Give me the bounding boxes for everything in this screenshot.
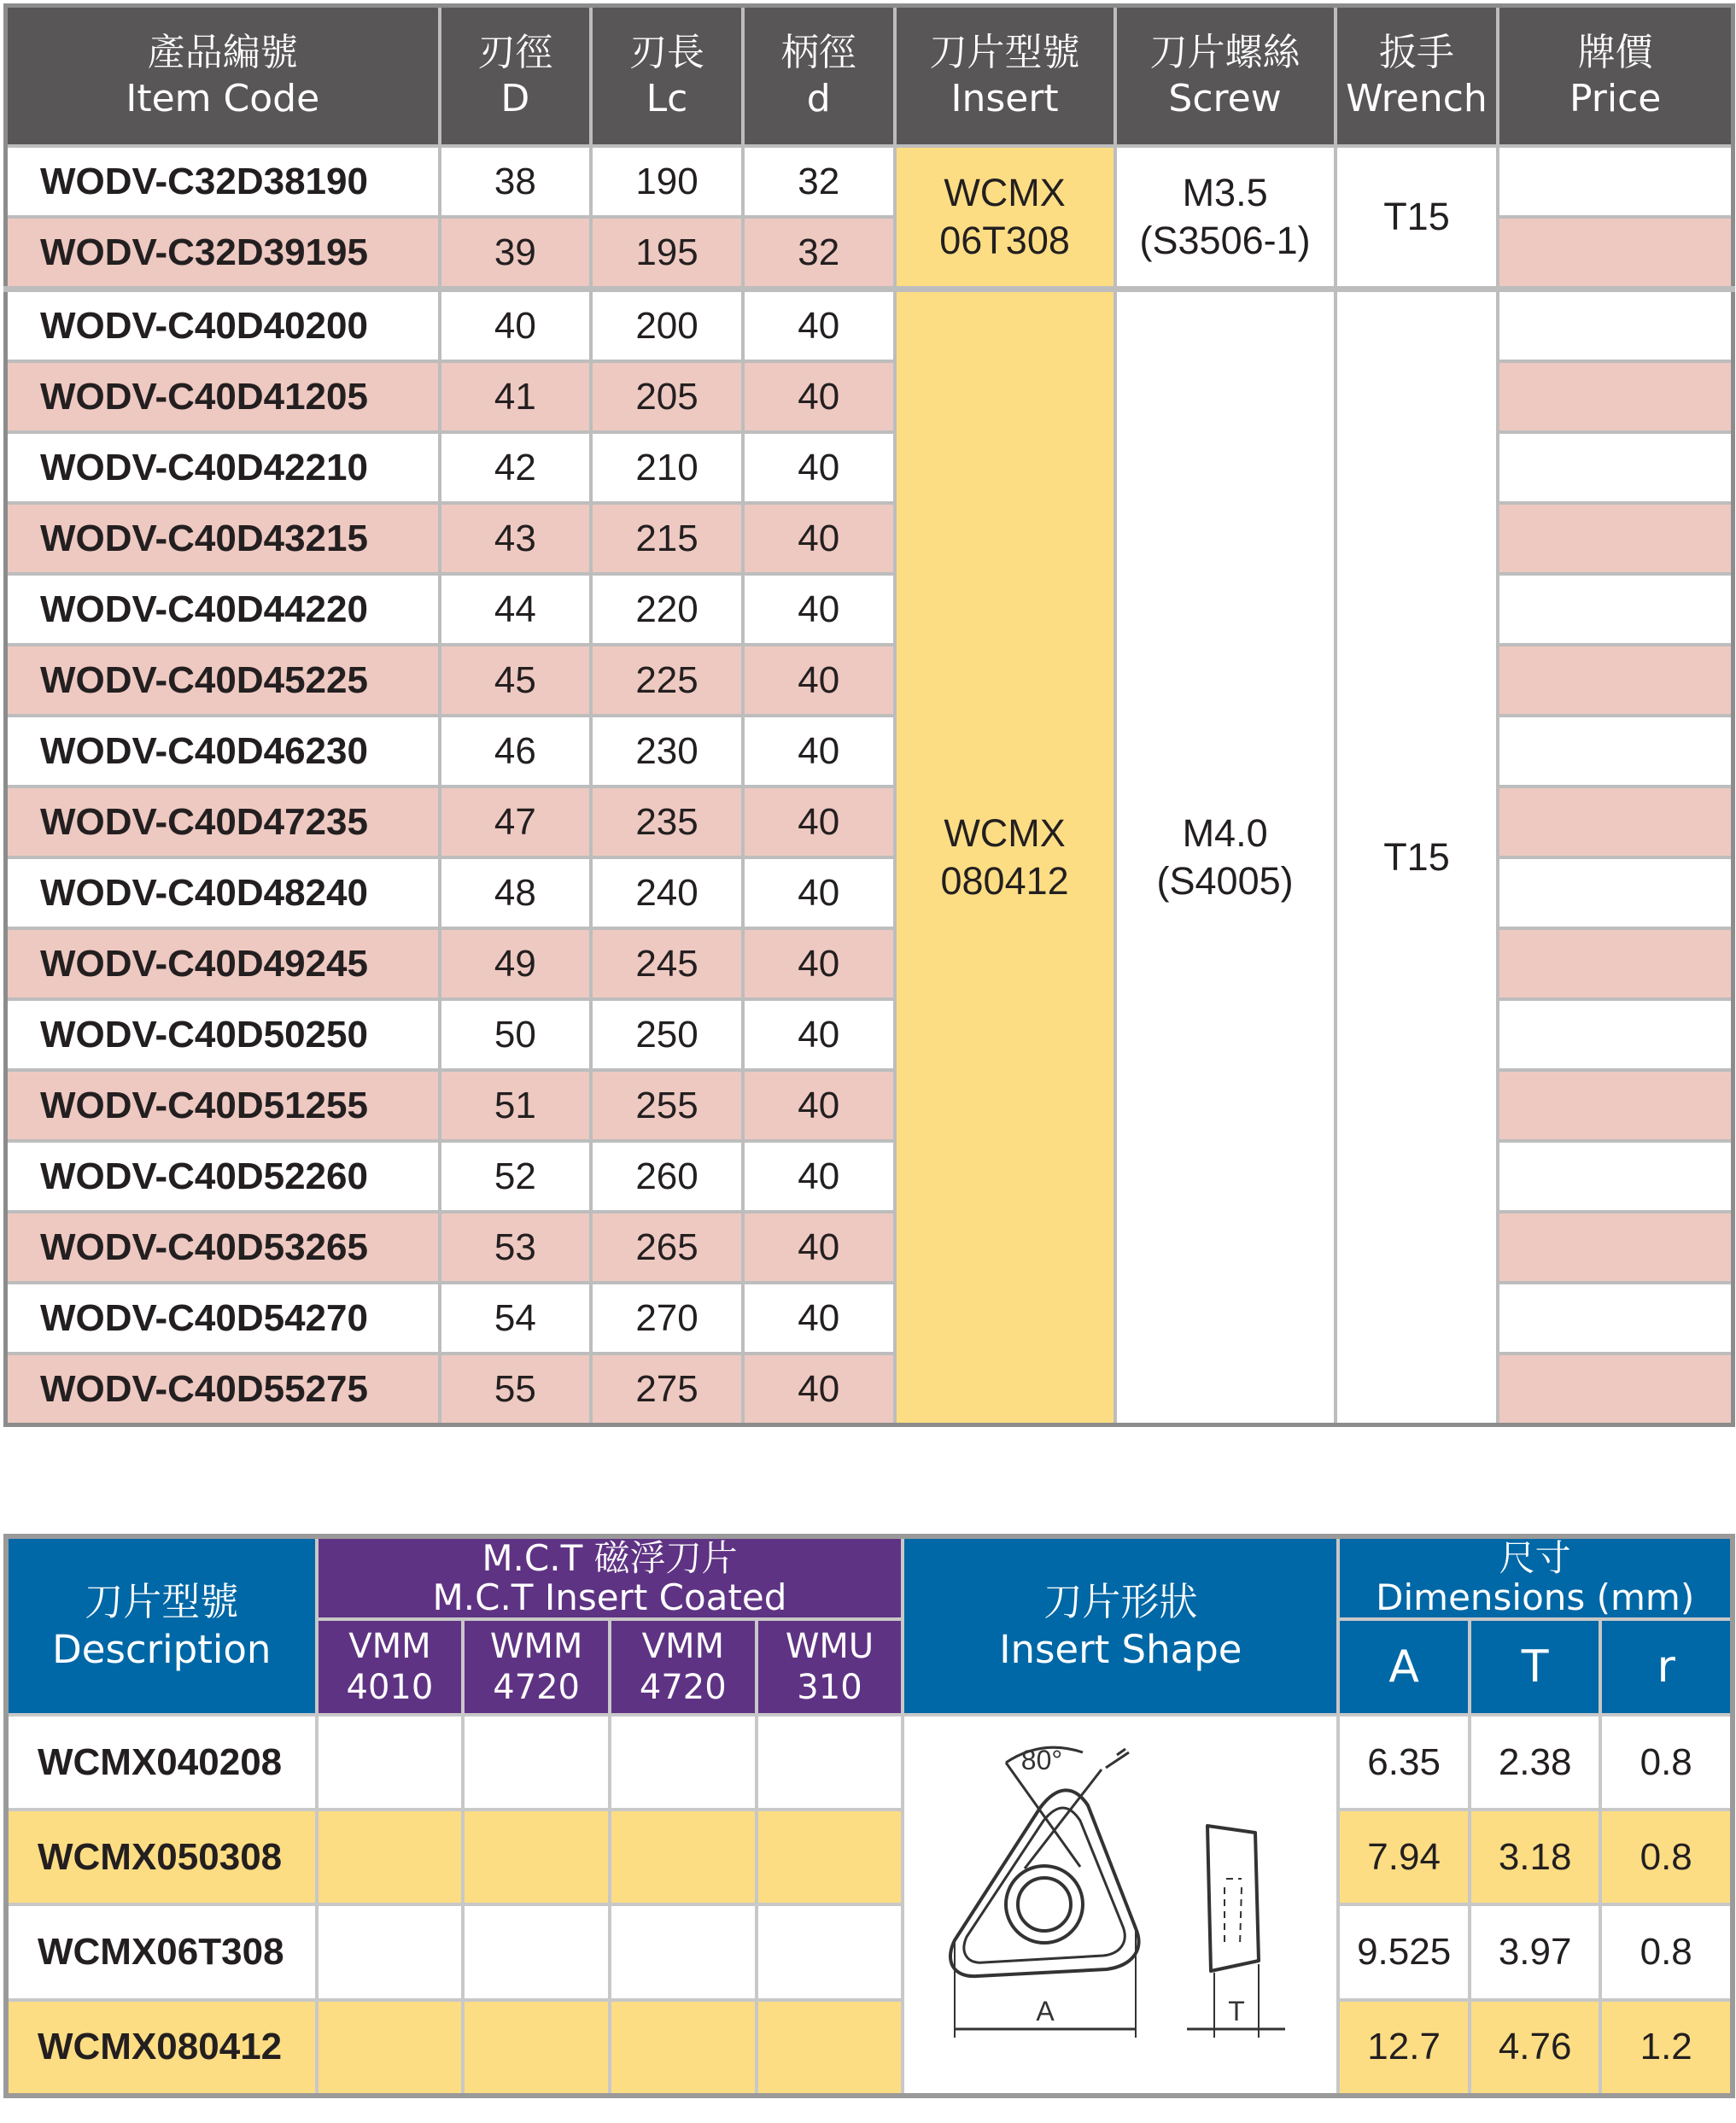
header-price: [1498, 6, 1733, 147]
header-en: M.C.T Insert Coated: [432, 1576, 787, 1618]
grade-cell: [463, 2000, 610, 2096]
dim-t-value: 3.97: [1470, 1904, 1601, 1999]
header-description: [6, 1536, 317, 1715]
shank-value: 40: [743, 857, 895, 928]
grade-cell: [610, 1810, 757, 1904]
shank-value: 40: [743, 1070, 895, 1141]
length-value: 235: [591, 787, 743, 857]
shank-value: 40: [743, 787, 895, 857]
grade-cell: [757, 1904, 903, 1999]
grade-cell: [610, 1904, 757, 1999]
price-cell: [1498, 857, 1733, 928]
header-zh: 刀片螺絲: [1149, 31, 1301, 74]
shank-value: 40: [743, 645, 895, 716]
price-cell: [1498, 361, 1733, 432]
diameter-value: 52: [440, 1141, 592, 1212]
insert-model-line: 06T308: [939, 219, 1070, 262]
header-zh: 刃長: [629, 31, 705, 74]
insert-model-line: WCMX: [944, 171, 1066, 214]
diameter-value: 42: [440, 432, 592, 503]
header-zh: 產品編號: [147, 31, 298, 74]
header-shank: [743, 6, 895, 147]
thickness-label: T: [1228, 1996, 1245, 2026]
length-value: 205: [591, 361, 743, 432]
dim-header-r: r: [1600, 1619, 1733, 1715]
grade-name: WMU: [785, 1627, 874, 1666]
angle-arrow: [1106, 1749, 1129, 1768]
dim-a-value: 6.35: [1338, 1715, 1470, 1810]
length-value: 255: [591, 1070, 743, 1141]
insert-code: WCMX040208: [6, 1715, 317, 1810]
length-value: 195: [591, 217, 743, 290]
header-en: Item Code: [126, 77, 320, 120]
length-value: 220: [591, 574, 743, 645]
header-zh: 刃徑: [477, 31, 553, 74]
table-row: [6, 1904, 1733, 1999]
price-cell: [1498, 1354, 1733, 1425]
shank-value: 40: [743, 1212, 895, 1283]
shank-value: 40: [743, 1141, 895, 1212]
grade-cell: [610, 2000, 757, 2096]
dim-a-value: 12.7: [1338, 2000, 1470, 2096]
price-cell: [1498, 1283, 1733, 1354]
angle-label: 80°: [1020, 1745, 1063, 1775]
price-cell: [1498, 503, 1733, 574]
grade-name: VMM: [348, 1627, 431, 1666]
thickness-view: [1207, 1826, 1259, 1971]
header-length: [591, 6, 743, 147]
thickness-hole: [1225, 1879, 1242, 1945]
shank-value: 40: [743, 503, 895, 574]
dim-a-value: 9.525: [1338, 1904, 1470, 1999]
shank-value: 32: [743, 146, 895, 217]
item-code: WODV-C40D53265: [6, 1212, 440, 1283]
length-value: 210: [591, 432, 743, 503]
angle-line-left: [1006, 1763, 1080, 1867]
header-en: d: [806, 77, 831, 120]
diameter-value: 45: [440, 645, 592, 716]
grade-name: WMM: [489, 1627, 583, 1666]
grade-name: VMM: [641, 1627, 724, 1666]
item-code: WODV-C40D44220: [6, 574, 440, 645]
header-zh: 刀片型號: [929, 31, 1080, 74]
shank-value: 40: [743, 290, 895, 362]
insert-model-line: 080412: [940, 859, 1069, 903]
table-row: [6, 290, 1733, 362]
diameter-value: 53: [440, 1212, 592, 1283]
shank-value: 40: [743, 361, 895, 432]
grade-cell: [463, 1904, 610, 1999]
length-value: 225: [591, 645, 743, 716]
header-zh: M.C.T 磁浮刀片: [482, 1537, 738, 1579]
insert-model-cell: [895, 146, 1115, 290]
diameter-value: 48: [440, 857, 592, 928]
header-diameter: [440, 6, 592, 147]
header-zh: 柄徑: [780, 31, 856, 74]
shank-value: 40: [743, 716, 895, 787]
header-coated-inserts: [317, 1536, 903, 1619]
length-value: 190: [591, 146, 743, 217]
length-value: 265: [591, 1212, 743, 1283]
length-value: 230: [591, 716, 743, 787]
header-zh: 牌價: [1577, 31, 1653, 74]
shank-value: 40: [743, 928, 895, 999]
price-cell: [1498, 432, 1733, 503]
item-code: WODV-C32D39195: [6, 217, 440, 290]
header-en: D: [500, 77, 530, 120]
table-row: [6, 146, 1733, 217]
item-code: WODV-C40D52260: [6, 1141, 440, 1212]
table-row: [6, 2000, 1733, 2096]
shank-value: 40: [743, 1283, 895, 1354]
diameter-value: 40: [440, 290, 592, 362]
price-cell: [1498, 290, 1733, 362]
insert-model-cell: [895, 290, 1115, 1425]
header-zh: 刀片形狀: [1043, 1579, 1198, 1624]
length-value: 240: [591, 857, 743, 928]
dim-t-value: 4.76: [1470, 2000, 1601, 2096]
dim-r-value: 0.8: [1600, 1715, 1733, 1810]
header-zh: 尺寸: [1499, 1537, 1571, 1579]
header-en: Screw: [1168, 77, 1282, 120]
price-cell: [1498, 928, 1733, 999]
grade-cell: [463, 1810, 610, 1904]
table-row: [6, 1715, 1733, 1810]
length-value: 215: [591, 503, 743, 574]
insert-shape-drawing: [905, 1717, 1336, 2084]
price-cell: [1498, 217, 1733, 290]
screw-line: M4.0: [1182, 811, 1268, 855]
wrench-cell: T15: [1336, 290, 1499, 1425]
item-code: WODV-C40D47235: [6, 787, 440, 857]
header-zh: 刀片型號: [85, 1579, 239, 1624]
item-code: WODV-C40D40200: [6, 290, 440, 362]
header-wrench: [1336, 6, 1499, 147]
grade-number: 4720: [493, 1668, 580, 1707]
header-dimensions: [1338, 1536, 1733, 1619]
dim-t-value: 2.38: [1470, 1715, 1601, 1810]
price-cell: [1498, 1070, 1733, 1141]
width-label: A: [1036, 1996, 1055, 2026]
shank-value: 40: [743, 432, 895, 503]
screw-line: M3.5: [1182, 171, 1268, 214]
diameter-value: 41: [440, 361, 592, 432]
item-code: WODV-C40D49245: [6, 928, 440, 999]
screw-line: (S3506-1): [1139, 219, 1311, 262]
header-item-code: [6, 6, 440, 147]
grade-cell: [317, 1904, 464, 1999]
dim-r-value: 0.8: [1600, 1810, 1733, 1904]
insert-hole-inner: [1018, 1878, 1071, 1931]
price-cell: [1498, 1141, 1733, 1212]
tool-spec-table: [3, 3, 1735, 1427]
length-value: 200: [591, 290, 743, 362]
header-insert: [895, 6, 1115, 147]
price-cell: [1498, 146, 1733, 217]
insert-model-line: WCMX: [944, 811, 1066, 855]
grade-cell: [317, 1715, 464, 1810]
diameter-value: 55: [440, 1354, 592, 1425]
screw-line: (S4005): [1156, 859, 1294, 903]
price-cell: [1498, 574, 1733, 645]
dim-t-value: 3.18: [1470, 1810, 1601, 1904]
diameter-value: 49: [440, 928, 592, 999]
item-code: WODV-C40D46230: [6, 716, 440, 787]
screw-cell: [1115, 146, 1336, 290]
angle-line-right: [1025, 1769, 1102, 1869]
screw-cell: [1115, 290, 1336, 1425]
insert-shape-diagram: [903, 1715, 1338, 2096]
insert-spec-table: [3, 1534, 1735, 2098]
item-code: WODV-C40D48240: [6, 857, 440, 928]
diameter-value: 44: [440, 574, 592, 645]
length-value: 250: [591, 999, 743, 1070]
grade-cell: [317, 1810, 464, 1904]
diameter-value: 47: [440, 787, 592, 857]
dim-r-value: 1.2: [1600, 2000, 1733, 2096]
item-code: WODV-C40D42210: [6, 432, 440, 503]
shank-value: 32: [743, 217, 895, 290]
header-screw: [1115, 6, 1336, 147]
price-cell: [1498, 1212, 1733, 1283]
grade-header: [610, 1619, 757, 1715]
diameter-value: 43: [440, 503, 592, 574]
header-en: Dimensions (mm): [1376, 1576, 1695, 1618]
grade-cell: [317, 2000, 464, 2096]
item-code: WODV-C40D45225: [6, 645, 440, 716]
item-code: WODV-C40D41205: [6, 361, 440, 432]
price-cell: [1498, 999, 1733, 1070]
item-code: WODV-C40D43215: [6, 503, 440, 574]
item-code: WODV-C32D38190: [6, 146, 440, 217]
header-row: [6, 6, 1733, 147]
grade-cell: [757, 2000, 903, 2096]
header-en: Insert Shape: [999, 1627, 1242, 1672]
item-code: WODV-C40D50250: [6, 999, 440, 1070]
length-value: 275: [591, 1354, 743, 1425]
header-en: Price: [1569, 77, 1662, 120]
dim-header-t: T: [1470, 1619, 1601, 1715]
header-en: Wrench: [1346, 77, 1488, 120]
grade-cell: [463, 1715, 610, 1810]
insert-code: WCMX06T308: [6, 1904, 317, 1999]
diameter-value: 54: [440, 1283, 592, 1354]
item-code: WODV-C40D51255: [6, 1070, 440, 1141]
shank-value: 40: [743, 1354, 895, 1425]
length-value: 245: [591, 928, 743, 999]
diameter-value: 46: [440, 716, 592, 787]
header-insert-shape: [903, 1536, 1338, 1715]
diameter-value: 50: [440, 999, 592, 1070]
grade-cell: [610, 1715, 757, 1810]
price-cell: [1498, 645, 1733, 716]
price-cell: [1498, 787, 1733, 857]
item-code: WODV-C40D54270: [6, 1283, 440, 1354]
diameter-value: 39: [440, 217, 592, 290]
table-row: [6, 1810, 1733, 1904]
header-row: [6, 1536, 1733, 1619]
grade-cell: [757, 1715, 903, 1810]
insert-code: WCMX050308: [6, 1810, 317, 1904]
diameter-value: 51: [440, 1070, 592, 1141]
item-code: WODV-C40D55275: [6, 1354, 440, 1425]
wrench-cell: T15: [1336, 146, 1499, 290]
price-cell: [1498, 716, 1733, 787]
grade-header: [463, 1619, 610, 1715]
grade-number: 4720: [639, 1668, 727, 1707]
shank-value: 40: [743, 574, 895, 645]
header-en: Insert: [950, 77, 1059, 120]
insert-code: WCMX080412: [6, 2000, 317, 2096]
grade-number: 4010: [346, 1668, 434, 1707]
header-zh: 扳手: [1378, 31, 1454, 74]
length-value: 260: [591, 1141, 743, 1212]
grade-number: 310: [797, 1668, 862, 1707]
shank-value: 40: [743, 999, 895, 1070]
header-en: Lc: [646, 77, 688, 120]
diameter-value: 38: [440, 146, 592, 217]
grade-header: [757, 1619, 903, 1715]
dim-a-value: 7.94: [1338, 1810, 1470, 1904]
length-value: 270: [591, 1283, 743, 1354]
grade-cell: [757, 1810, 903, 1904]
dim-r-value: 0.8: [1600, 1904, 1733, 1999]
dim-header-a: A: [1338, 1619, 1470, 1715]
grade-header: [317, 1619, 464, 1715]
header-en: Description: [52, 1627, 272, 1672]
